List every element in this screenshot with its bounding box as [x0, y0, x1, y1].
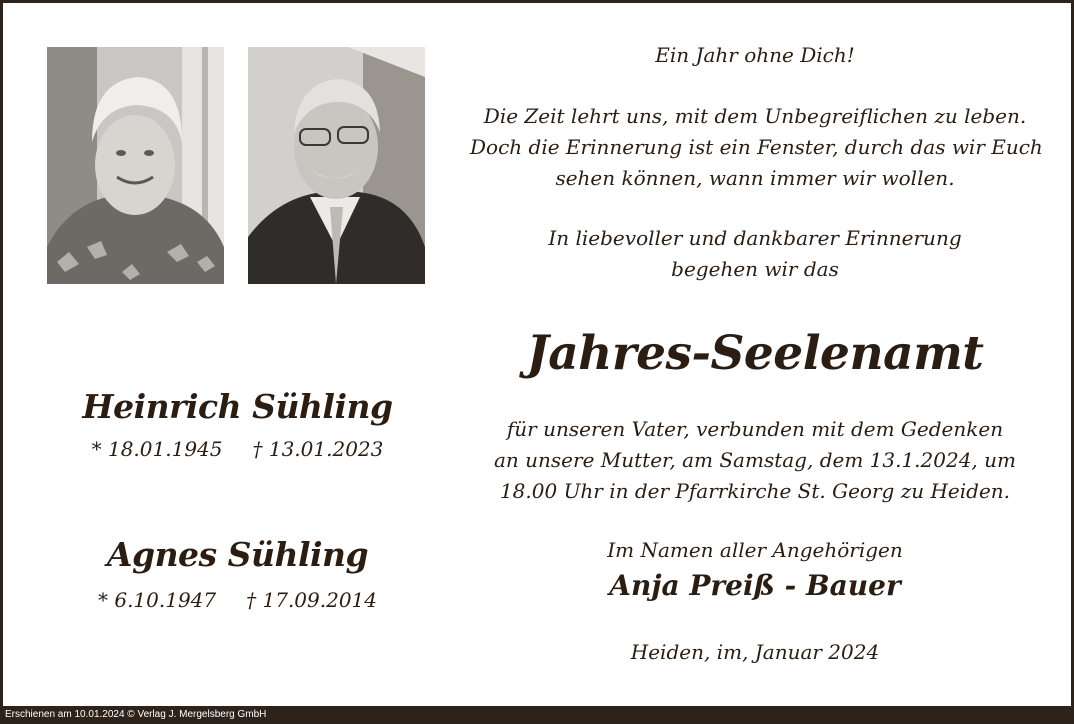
intro-block: [470, 40, 1040, 71]
life-dates-heinrich: [40, 437, 435, 461]
place-date-line: Heiden, im, Januar 2024: [630, 640, 880, 664]
life-dates-agnes: [40, 588, 435, 612]
remembrance-line: begehen wir das: [671, 257, 839, 281]
details-line: für unseren Vater, verbunden mit dem Gedenken: [506, 417, 1004, 441]
place-date-block: [470, 637, 1040, 668]
person-name-agnes: Agnes Sühling: [106, 535, 369, 574]
remembrance-line: In liebevoller und dankbarer Erinnerung: [548, 226, 962, 250]
death-date: † 13.01.2023: [252, 437, 384, 461]
birth-date: * 18.01.1945: [91, 437, 223, 461]
details-block: [470, 414, 1040, 507]
photo-agnes: [47, 47, 224, 284]
remembrance-block: [470, 223, 1040, 285]
main-heading: Jahres-Seelenamt: [526, 326, 984, 381]
birth-date: * 6.10.1947: [97, 588, 217, 612]
details-line: an unsere Mutter, am Samstag, dem 13.1.2024, um: [493, 448, 1016, 472]
publication-footer: Erschienen am 10.01.2024 © Verlag J. Mergelsberg GmbH: [0, 706, 1074, 724]
on-behalf-block: [470, 535, 1040, 566]
quote-block: [470, 101, 1043, 194]
death-date: † 17.09.2014: [246, 588, 378, 612]
details-line: 18.00 Uhr in der Pfarrkirche St. Georg zu Heiden.: [499, 479, 1011, 503]
intro-line: Ein Jahr ohne Dich!: [655, 43, 855, 67]
photo-heinrich: [248, 47, 425, 284]
signer-name: Anja Preiß - Bauer: [609, 569, 901, 602]
quote-line: Die Zeit lehrt uns, mit dem Unbegreiflichen zu leben.: [483, 104, 1027, 128]
quote-line: sehen können, wann immer wir wollen.: [555, 166, 955, 190]
person-name-heinrich: Heinrich Sühling: [82, 387, 393, 426]
on-behalf-line: Im Namen aller Angehörigen: [607, 538, 903, 562]
quote-line: Doch die Erinnerung ist ein Fenster, durch das wir Euch: [470, 135, 1043, 159]
